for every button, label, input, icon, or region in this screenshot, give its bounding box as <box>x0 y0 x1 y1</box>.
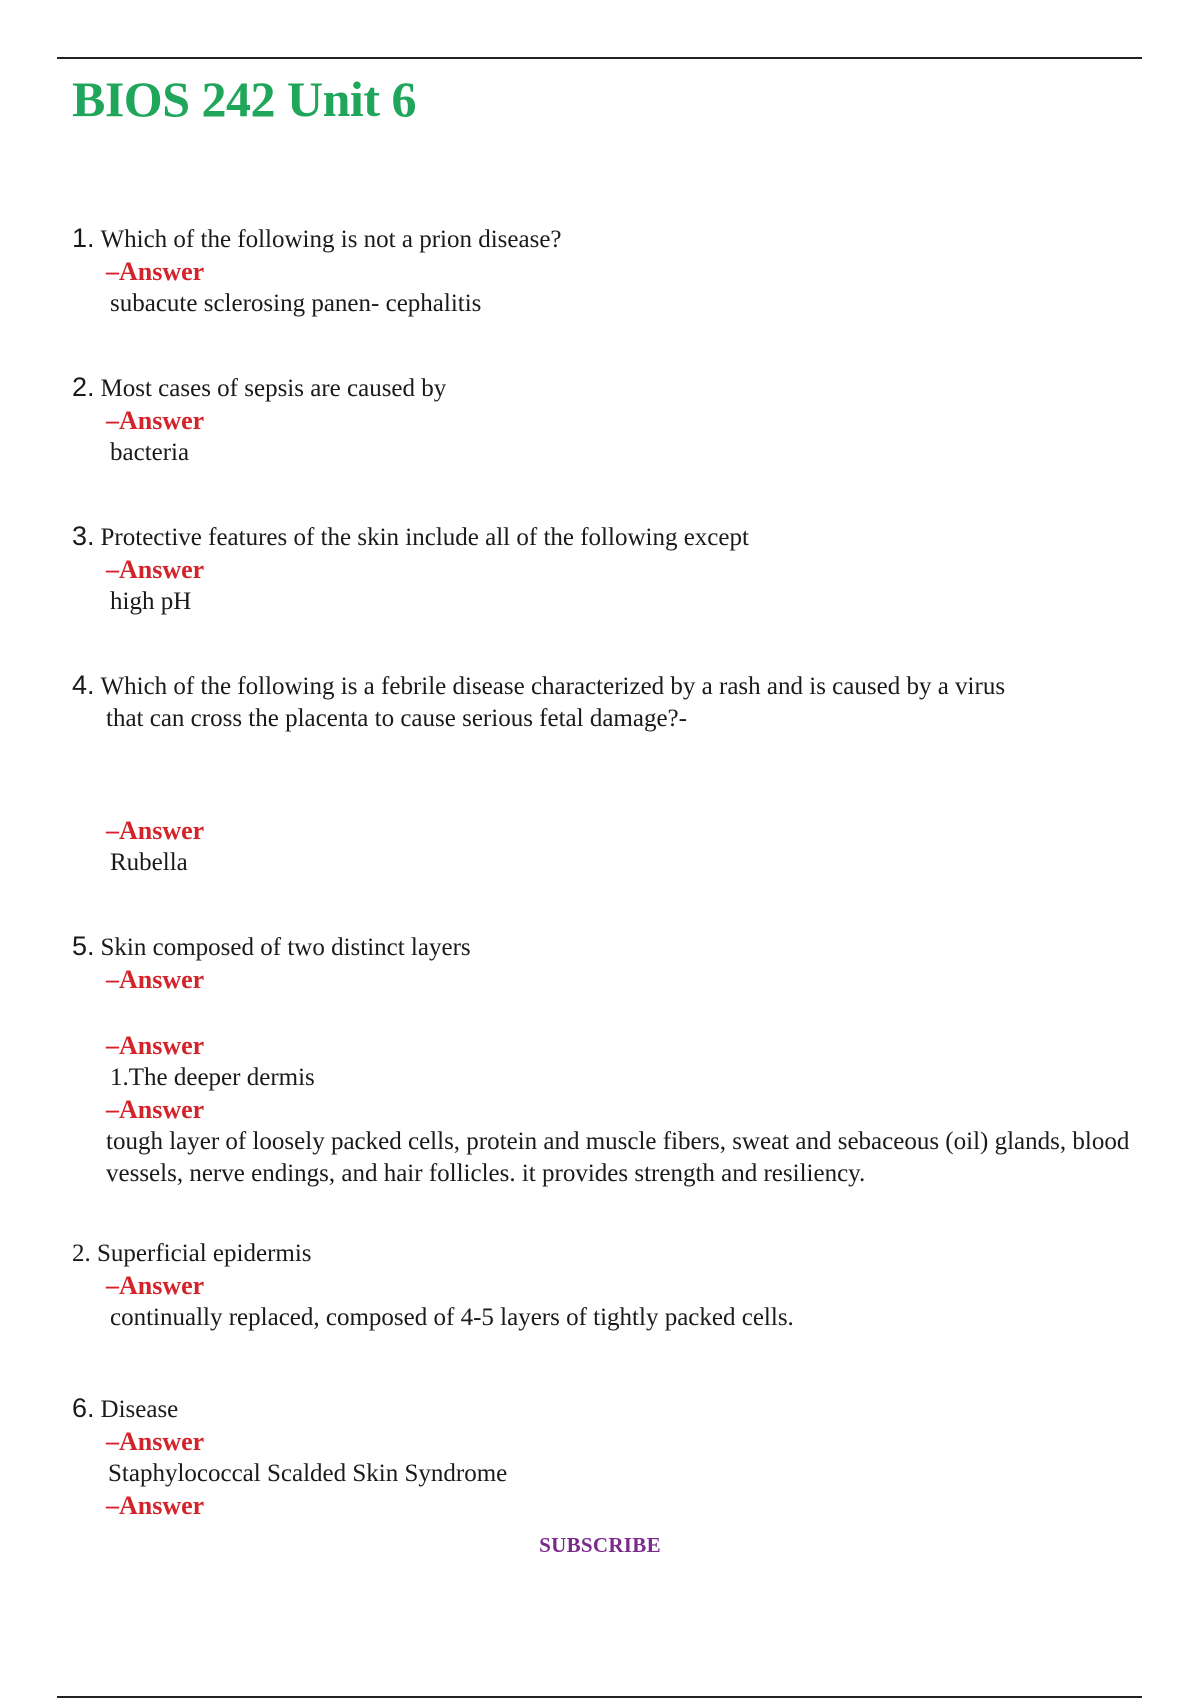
question-text: Which of the following is not a prion disease? <box>100 226 562 253</box>
answer-label: –Answer <box>106 1491 205 1520</box>
question-text: Protective features of the skin include all of the following except <box>100 524 749 551</box>
answer-label: –Answer <box>106 1031 205 1060</box>
answer-label: –Answer <box>106 406 205 435</box>
question-number: 4. <box>72 670 95 700</box>
answer-label: –Answer <box>106 816 205 845</box>
question-2 <box>72 371 1142 469</box>
answer-label: –Answer <box>106 1271 205 1300</box>
question-text: Disease <box>100 1396 179 1423</box>
question-number: 6. <box>72 1393 95 1423</box>
answer-text: Staphylococcal Scalded Skin Syndrome <box>108 1460 508 1487</box>
answer-label: –Answer <box>106 1427 205 1456</box>
answer-text: bacteria <box>110 439 190 466</box>
answer-label: –Answer <box>106 965 205 994</box>
question-number: 3. <box>72 521 95 551</box>
question-text-line-2: that can cross the placenta to cause serious fetal damage?- <box>106 705 687 732</box>
question-1 <box>72 222 1142 320</box>
question-number: 5. <box>72 931 95 961</box>
question-number: 2. <box>72 372 95 402</box>
bottom-rule <box>57 1696 1142 1698</box>
answer-text: tough layer of loosely packed cells, protein and muscle fibers, sweat and sebaceous (oil) glands, blood vessels, nerve endings, and hair follicles. it provides strength and resiliency. <box>106 1128 1130 1187</box>
sub-item-deeper-dermis: 1.The deeper dermis <box>110 1064 315 1091</box>
top-rule <box>57 57 1142 59</box>
question-text-line-1: Which of the following is a febrile disease characterized by a rash and is caused by a virus <box>100 673 1006 700</box>
question-text: Most cases of sepsis are caused by <box>100 375 447 402</box>
question-text: Skin composed of two distinct layers <box>100 934 471 961</box>
sub-item-superficial-epidermis: 2. Superficial epidermis <box>72 1240 312 1267</box>
question-3 <box>72 520 1142 618</box>
document-title: BIOS 242 Unit 6 <box>72 71 416 127</box>
answer-label: –Answer <box>106 555 205 584</box>
answer-label: –Answer <box>106 257 205 286</box>
answer-text: continually replaced, composed of 4-5 layers of tightly packed cells. <box>110 1304 794 1331</box>
answer-label: –Answer <box>106 1095 205 1124</box>
question-4 <box>72 669 1142 879</box>
question-6 <box>72 1392 1142 1522</box>
answer-text: high pH <box>110 588 192 615</box>
question-5 <box>72 930 1142 1334</box>
answer-text: Rubella <box>110 849 188 876</box>
subscribe-link[interactable]: SUBSCRIBE <box>539 1533 661 1557</box>
question-number: 1. <box>72 223 95 253</box>
answer-text: subacute sclerosing panen- cephalitis <box>110 290 482 317</box>
